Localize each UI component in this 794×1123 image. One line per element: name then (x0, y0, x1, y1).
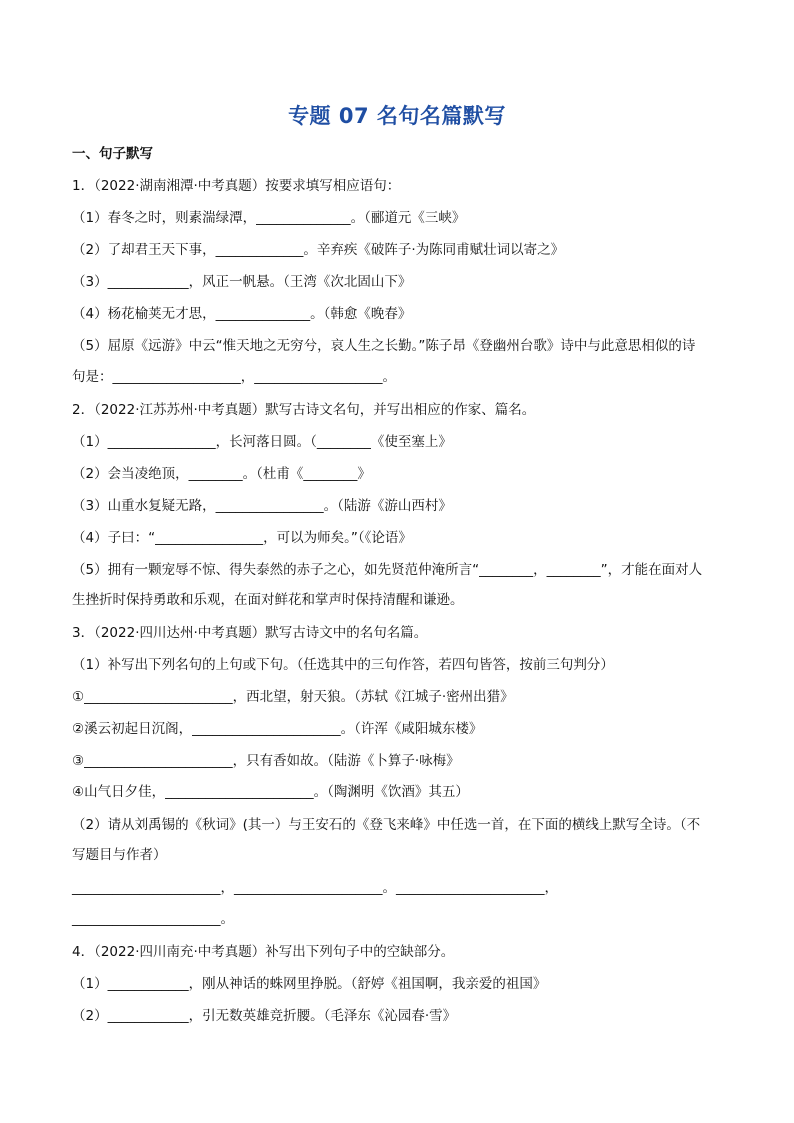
question-2-item-5-cont: 生挫折时保持勇敢和乐观，在面对鲜花和掌声时保持清醒和谦逊。 (72, 592, 464, 608)
question-1-item-1: （1）春冬之时，则素湍绿潭，______________。（郦道元《三峡》 (72, 210, 466, 226)
question-4-stem: 4．（2022·四川南充·中考真题）补写出下列句子中的空缺部分。 (72, 944, 455, 960)
question-1-item-4: （4）杨花榆荚无才思，______________。（韩愈《晚春》 (72, 306, 412, 322)
question-3-item-4: ④山气日夕佳，______________________。（陶渊明《饮酒》其五） (72, 784, 469, 800)
question-3-item-3: ③______________________，只有香如故。（陆游《卜算子·咏梅》 (72, 753, 460, 769)
question-3-part-1: （1）补写出下列名句的上句或下句。（任选其中的三句作答，若四句皆答，按前三句判分） (72, 657, 614, 673)
question-4-item-1: （1）____________，刚从神话的蛛网里挣脱。（舒婷《祖国啊，我亲爱的祖国》 (72, 976, 547, 992)
question-2-item-2: （2）会当凌绝顶，________。（杜甫《________》 (72, 466, 371, 482)
page-title: 专题 07 名句名篇默写 (288, 104, 506, 128)
question-3-part-2: （2）请从刘禹锡的《秋词》(其一）与王安石的《登飞来峰》中任选一首，在下面的横线上默写全诗。（不 (72, 817, 701, 833)
question-2-item-5: （5）拥有一颗宠辱不惊、得失泰然的赤子之心，如先贤范仲淹所言“________，________”，才能在面对人 (72, 562, 703, 578)
question-4-item-2: （2）____________，引无数英雄竞折腰。（毛泽东《沁园春·雪》 (72, 1008, 457, 1024)
question-3-part-2-cont: 写题目与作者） (72, 847, 167, 863)
question-3-item-1: ①______________________，西北望，射天狼。（苏轼《江城子·密州出猎》 (72, 689, 514, 705)
question-1-item-2: （2）了却君王天下事，_____________。辛弃疾《破阵子·为陈同甫赋壮词以寄之》 (72, 242, 565, 258)
question-3-answer-line-2: ______________________。 (72, 911, 234, 927)
question-3-stem: 3．（2022·四川达州·中考真题）默写古诗文中的名句名篇。 (72, 625, 428, 641)
question-1-item-5-cont: 句是：___________________，___________________。 (72, 369, 396, 385)
question-1-stem: 1．（2022·湖南湘潭·中考真题）按要求填写相应语句： (72, 178, 401, 194)
question-2-stem: 2．（2022·江苏苏州·中考真题）默写古诗文名句，并写出相应的作家、篇名。 (72, 402, 536, 418)
question-2-item-4: （4）子曰：“________________，可以为师矣。”（《论语》 (72, 530, 412, 546)
question-2-item-3: （3）山重水复疑无路，________________。（陆游《游山西村》 (72, 498, 452, 514)
question-2-item-1: （1）________________，长河落日圆。（________《使至塞上》 (72, 434, 452, 450)
question-3-item-2: ②溪云初起日沉阁，______________________。（许浑《咸阳城东楼》 (72, 721, 483, 737)
question-1-item-3: （3）____________，风正一帆悬。（王湾《次北固山下》 (72, 274, 412, 290)
question-1-item-5: （5）屈原《远游》中云“惟天地之无穷兮，哀人生之长勤。”陈子昂《登幽州台歌》诗中与此意思相似的诗 (72, 338, 696, 354)
section-heading: 一、句子默写 (72, 146, 153, 162)
question-3-answer-line-1: ______________________，______________________。______________________， (72, 880, 558, 896)
